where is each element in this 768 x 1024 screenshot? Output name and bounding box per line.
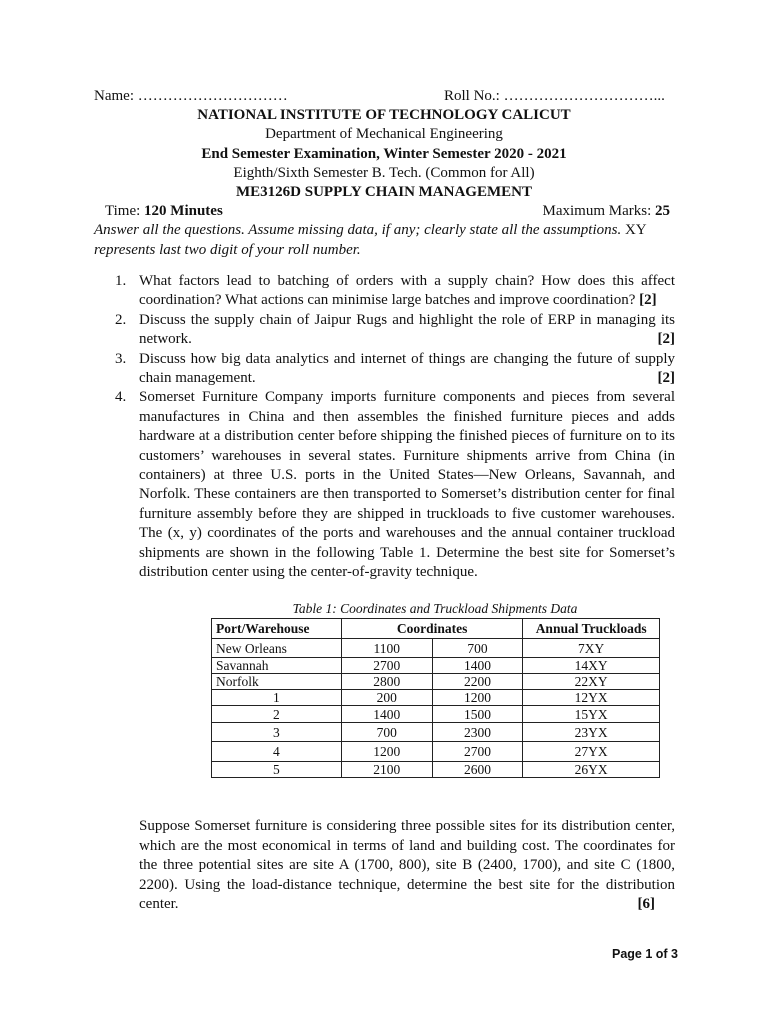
cell-x: 1200 xyxy=(341,742,432,762)
department-name: Department of Mechanical Engineering xyxy=(265,126,503,142)
followup-question xyxy=(139,817,675,915)
cell-name: 3 xyxy=(212,723,342,742)
max-marks xyxy=(543,202,671,221)
question-1 xyxy=(115,272,675,311)
cell-x: 2800 xyxy=(341,674,432,690)
table-row xyxy=(212,639,660,658)
question-number: 1. xyxy=(115,273,127,289)
cell-truckloads: 26YX xyxy=(523,762,660,778)
cell-name: 5 xyxy=(212,762,342,778)
cell-truckloads: 22XY xyxy=(523,674,660,690)
cell-truckloads: 15YX xyxy=(523,706,660,723)
instructions-xy: XY xyxy=(621,222,647,238)
time-value: 120 Minutes xyxy=(144,203,223,219)
header-coordinates: Coordinates xyxy=(341,619,522,639)
cell-truckloads: 12YX xyxy=(523,690,660,706)
cell-y: 2600 xyxy=(432,762,523,778)
table-row xyxy=(212,658,660,674)
exam-title: End Semester Examination, Winter Semester 2020 - 2021 xyxy=(201,146,567,162)
instructions-line2: represents last two digit of your roll number. xyxy=(94,241,361,258)
cell-x: 700 xyxy=(341,723,432,742)
cell-truckloads: 14XY xyxy=(523,658,660,674)
cell-truckloads: 7XY xyxy=(523,639,660,658)
cell-y: 700 xyxy=(432,639,523,658)
time-marks-row xyxy=(105,202,670,221)
page-number: Page 1 of 3 xyxy=(612,947,678,961)
cell-name: 4 xyxy=(212,742,342,762)
question-list xyxy=(115,272,675,583)
table-row xyxy=(212,706,660,723)
followup-marks: [6] xyxy=(637,896,655,912)
roll-no-field: …………………………... xyxy=(503,88,665,104)
cell-truckloads: 27YX xyxy=(523,742,660,762)
question-4 xyxy=(115,388,675,582)
question-number: 3. xyxy=(115,350,127,367)
question-text: What factors lead to batching of orders with a supply chain? How does this affect coordination? What actions can minimise large batches and improve coordination? xyxy=(139,273,675,309)
header-port-warehouse: Port/Warehouse xyxy=(212,619,342,639)
name-field: ………………………… xyxy=(137,88,288,104)
roll-no-group xyxy=(444,87,665,106)
time-label: Time: xyxy=(105,203,141,219)
table-row xyxy=(212,742,660,762)
max-marks-value: 25 xyxy=(655,203,670,219)
cell-x: 200 xyxy=(341,690,432,706)
name-roll-row xyxy=(94,87,674,106)
table-header-row xyxy=(212,619,660,639)
cell-y: 1200 xyxy=(432,690,523,706)
question-text: Discuss how big data analytics and internet of things are changing the future of supply chain management. xyxy=(139,350,675,387)
question-text: Somerset Furniture Company imports furniture components and pieces from several manufactures in China and then assembles the finished furniture pieces and adds hardware at a distribution center before shipping the finished pieces of furniture on to its customers’ warehouses in several states. Furniture shipments arrive from China (in containers) at three U.S. ports in the United States—New Orleans, Savannah, and Norfolk. These containers are then transported to Somerset’s distribution center for final furniture assembly before they are shipped in truckloads to five customer warehouses. The (x, y) coordinates of the ports and warehouses and the annual container truckload shipments are shown in the following Table 1. Determine the best site for Somerset’s distribution center using the center-of-gravity technique. xyxy=(139,389,675,581)
table-row xyxy=(212,762,660,778)
cell-name: Norfolk xyxy=(212,674,342,690)
question-marks: [2] xyxy=(657,331,675,348)
question-number: 2. xyxy=(115,311,127,328)
instructions-italic: Answer all the questions. Assume missing data, if any; clearly state all the assumptions. xyxy=(94,222,622,238)
instructions xyxy=(94,221,674,260)
header-annual-truckloads: Annual Truckloads xyxy=(523,619,660,639)
institute-title: NATIONAL INSTITUTE OF TECHNOLOGY CALICUT xyxy=(197,107,571,123)
question-text: Discuss the supply chain of Jaipur Rugs and highlight the role of ERP in managing its network. xyxy=(139,311,675,348)
course-title: ME3126D SUPPLY CHAIN MANAGEMENT xyxy=(236,184,532,200)
cell-x: 1400 xyxy=(341,706,432,723)
cell-name: 1 xyxy=(212,690,342,706)
cell-y: 2700 xyxy=(432,742,523,762)
question-3 xyxy=(115,350,675,389)
table-row xyxy=(212,674,660,690)
table-caption: Table 1: Coordinates and Truckload Shipments Data xyxy=(292,601,578,616)
roll-no-label: Roll No.: xyxy=(444,88,500,104)
table-row xyxy=(212,690,660,706)
cell-y: 1500 xyxy=(432,706,523,723)
cell-x: 1100 xyxy=(341,639,432,658)
cell-name: Savannah xyxy=(212,658,342,674)
coordinates-table xyxy=(211,618,660,778)
cell-y: 2300 xyxy=(432,723,523,742)
cell-name: 2 xyxy=(212,706,342,723)
cell-y: 1400 xyxy=(432,658,523,674)
table-row xyxy=(212,723,660,742)
cell-x: 2100 xyxy=(341,762,432,778)
cell-x: 2700 xyxy=(341,658,432,674)
semester-info: Eighth/Sixth Semester B. Tech. (Common for All) xyxy=(233,165,535,181)
followup-text: Suppose Somerset furniture is considering three possible sites for its distribution center, which are the most economical in terms of land and building cost. The coordinates for the three potential sites are site A (1700, 800), site B (2400, 1700), and site C (1800, 2200). Using the load-distance technique, determine the best site for the distribution center. xyxy=(139,818,675,912)
cell-y: 2200 xyxy=(432,674,523,690)
max-marks-label: Maximum Marks: xyxy=(542,203,652,219)
question-marks: [2] xyxy=(657,370,675,387)
cell-truckloads: 23YX xyxy=(523,723,660,742)
cell-name: New Orleans xyxy=(212,639,342,658)
question-marks: [2] xyxy=(639,292,657,309)
name-label: Name: xyxy=(94,88,134,104)
question-number: 4. xyxy=(115,389,127,406)
question-2 xyxy=(115,311,675,350)
